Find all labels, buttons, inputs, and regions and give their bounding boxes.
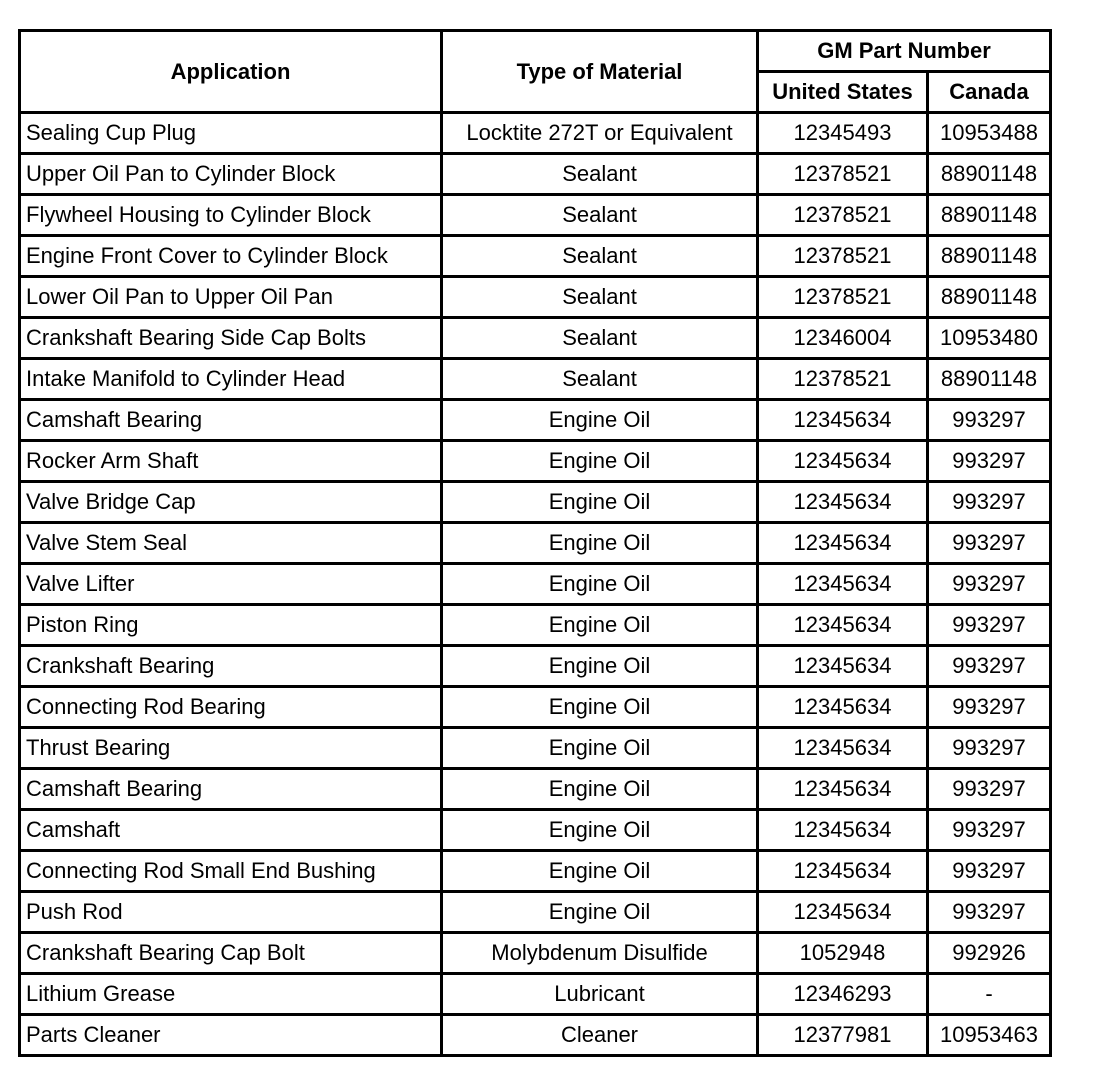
table-row: [20, 605, 1051, 646]
table-row: [20, 482, 1051, 523]
us-part-cell: 1052948: [758, 933, 928, 974]
material-cell: Lubricant: [442, 974, 758, 1015]
application-cell: Piston Ring: [20, 605, 442, 646]
application-cell: Lithium Grease: [20, 974, 442, 1015]
canada-part-cell: 10953488: [928, 113, 1051, 154]
canada-part-cell: 88901148: [928, 154, 1051, 195]
application-cell: Valve Stem Seal: [20, 523, 442, 564]
table-row: [20, 892, 1051, 933]
material-cell: Engine Oil: [442, 810, 758, 851]
material-cell: Molybdenum Disulfide: [442, 933, 758, 974]
canada-part-cell: 88901148: [928, 277, 1051, 318]
application-cell: Intake Manifold to Cylinder Head: [20, 359, 442, 400]
material-cell: Sealant: [442, 277, 758, 318]
canada-part-cell: 993297: [928, 482, 1051, 523]
canada-part-cell: 88901148: [928, 236, 1051, 277]
table-row: [20, 277, 1051, 318]
application-cell: Parts Cleaner: [20, 1015, 442, 1056]
part-number-header: GM Part Number: [758, 31, 1051, 72]
table-row: [20, 113, 1051, 154]
application-cell: Crankshaft Bearing Side Cap Bolts: [20, 318, 442, 359]
table-row: [20, 441, 1051, 482]
application-header: Application: [20, 31, 442, 113]
us-part-cell: 12345634: [758, 892, 928, 933]
application-cell: Crankshaft Bearing Cap Bolt: [20, 933, 442, 974]
application-cell: Sealing Cup Plug: [20, 113, 442, 154]
canada-part-cell: 993297: [928, 564, 1051, 605]
canada-part-cell: 993297: [928, 400, 1051, 441]
us-part-cell: 12378521: [758, 359, 928, 400]
material-cell: Cleaner: [442, 1015, 758, 1056]
canada-part-cell: 993297: [928, 810, 1051, 851]
table-header: [20, 31, 1051, 113]
material-header: Type of Material: [442, 31, 758, 113]
us-part-cell: 12378521: [758, 154, 928, 195]
canada-part-cell: 10953480: [928, 318, 1051, 359]
application-cell: Camshaft: [20, 810, 442, 851]
material-cell: Engine Oil: [442, 523, 758, 564]
material-cell: Locktite 272T or Equivalent: [442, 113, 758, 154]
us-part-cell: 12345634: [758, 769, 928, 810]
canada-part-cell: 993297: [928, 687, 1051, 728]
us-part-cell: 12345634: [758, 482, 928, 523]
table-body: [20, 113, 1051, 1056]
us-part-cell: 12378521: [758, 277, 928, 318]
table-row: [20, 523, 1051, 564]
canada-part-cell: 10953463: [928, 1015, 1051, 1056]
table-row: [20, 359, 1051, 400]
canada-part-cell: 993297: [928, 646, 1051, 687]
us-part-cell: 12345634: [758, 646, 928, 687]
canada-part-cell: 993297: [928, 892, 1051, 933]
material-cell: Engine Oil: [442, 728, 758, 769]
material-cell: Engine Oil: [442, 564, 758, 605]
material-cell: Engine Oil: [442, 851, 758, 892]
material-cell: Engine Oil: [442, 482, 758, 523]
us-part-cell: 12346293: [758, 974, 928, 1015]
us-part-cell: 12345634: [758, 687, 928, 728]
material-cell: Engine Oil: [442, 400, 758, 441]
canada-part-cell: 993297: [928, 851, 1051, 892]
table-row: [20, 646, 1051, 687]
application-cell: Valve Lifter: [20, 564, 442, 605]
material-cell: Engine Oil: [442, 687, 758, 728]
application-cell: Push Rod: [20, 892, 442, 933]
canada-part-cell: 88901148: [928, 359, 1051, 400]
table-row: [20, 851, 1051, 892]
application-cell: Lower Oil Pan to Upper Oil Pan: [20, 277, 442, 318]
canada-part-cell: 88901148: [928, 195, 1051, 236]
parts-table: [18, 29, 1052, 1057]
table-row: [20, 154, 1051, 195]
us-part-cell: 12377981: [758, 1015, 928, 1056]
material-cell: Sealant: [442, 154, 758, 195]
us-header: United States: [758, 72, 928, 113]
table-row: [20, 236, 1051, 277]
canada-part-cell: 993297: [928, 441, 1051, 482]
material-cell: Engine Oil: [442, 646, 758, 687]
table-row: [20, 933, 1051, 974]
table-row: [20, 400, 1051, 441]
application-cell: Upper Oil Pan to Cylinder Block: [20, 154, 442, 195]
us-part-cell: 12345634: [758, 400, 928, 441]
table-row: [20, 687, 1051, 728]
header-row-top: [20, 31, 1051, 72]
us-part-cell: 12345634: [758, 523, 928, 564]
canada-part-cell: 993297: [928, 523, 1051, 564]
us-part-cell: 12378521: [758, 195, 928, 236]
material-cell: Engine Oil: [442, 605, 758, 646]
application-cell: Crankshaft Bearing: [20, 646, 442, 687]
us-part-cell: 12345634: [758, 441, 928, 482]
application-cell: Camshaft Bearing: [20, 769, 442, 810]
application-cell: Connecting Rod Small End Bushing: [20, 851, 442, 892]
material-cell: Engine Oil: [442, 441, 758, 482]
canada-part-cell: 992926: [928, 933, 1051, 974]
application-cell: Flywheel Housing to Cylinder Block: [20, 195, 442, 236]
application-cell: Connecting Rod Bearing: [20, 687, 442, 728]
canada-part-cell: 993297: [928, 769, 1051, 810]
table-row: [20, 769, 1051, 810]
table-row: [20, 564, 1051, 605]
canada-part-cell: -: [928, 974, 1051, 1015]
table-row: [20, 974, 1051, 1015]
application-cell: Thrust Bearing: [20, 728, 442, 769]
table-row: [20, 195, 1051, 236]
us-part-cell: 12346004: [758, 318, 928, 359]
canada-part-cell: 993297: [928, 728, 1051, 769]
material-cell: Sealant: [442, 195, 758, 236]
table-row: [20, 728, 1051, 769]
us-part-cell: 12345493: [758, 113, 928, 154]
application-cell: Engine Front Cover to Cylinder Block: [20, 236, 442, 277]
application-cell: Valve Bridge Cap: [20, 482, 442, 523]
us-part-cell: 12345634: [758, 728, 928, 769]
us-part-cell: 12345634: [758, 564, 928, 605]
us-part-cell: 12345634: [758, 851, 928, 892]
us-part-cell: 12345634: [758, 810, 928, 851]
material-cell: Sealant: [442, 318, 758, 359]
material-cell: Engine Oil: [442, 892, 758, 933]
material-cell: Sealant: [442, 236, 758, 277]
table-row: [20, 810, 1051, 851]
table-row: [20, 1015, 1051, 1056]
material-cell: Engine Oil: [442, 769, 758, 810]
canada-header: Canada: [928, 72, 1051, 113]
material-cell: Sealant: [442, 359, 758, 400]
application-cell: Rocker Arm Shaft: [20, 441, 442, 482]
application-cell: Camshaft Bearing: [20, 400, 442, 441]
table-row: [20, 318, 1051, 359]
canada-part-cell: 993297: [928, 605, 1051, 646]
us-part-cell: 12345634: [758, 605, 928, 646]
us-part-cell: 12378521: [758, 236, 928, 277]
